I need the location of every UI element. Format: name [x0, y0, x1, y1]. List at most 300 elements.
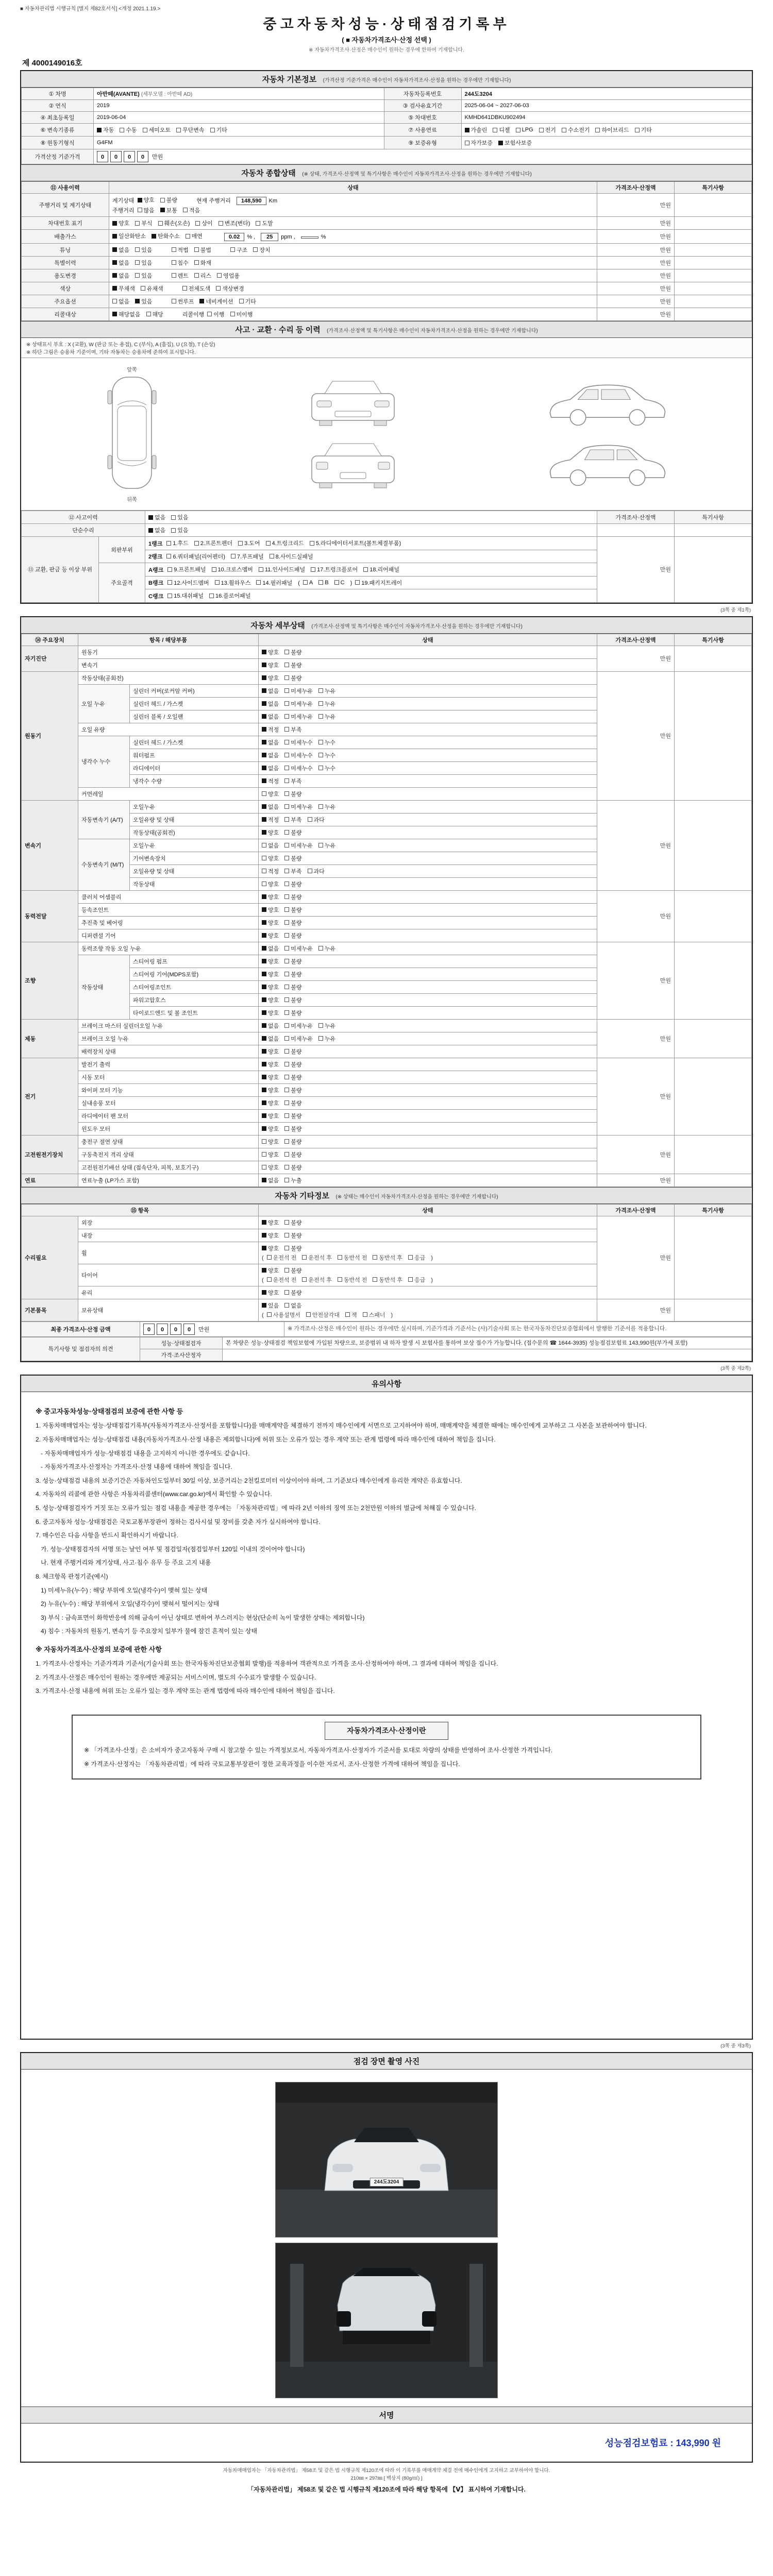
- checkbox-불량[interactable]: [284, 830, 289, 835]
- option-전기: [539, 126, 556, 134]
- checkbox-운전석 후[interactable]: [302, 1255, 307, 1260]
- checkbox-LPG[interactable]: [516, 128, 520, 132]
- checkbox-미세누유[interactable]: [284, 688, 289, 693]
- option-label: 누유: [324, 714, 336, 720]
- checkbox-A[interactable]: [303, 580, 308, 585]
- checkbox-3.도어[interactable]: [238, 541, 243, 546]
- option-없음: [262, 687, 279, 695]
- checkbox-침수[interactable]: [172, 260, 176, 265]
- checkbox-무단변속[interactable]: [176, 128, 181, 132]
- checkbox-없음[interactable]: [112, 273, 117, 278]
- token-line: [112, 297, 594, 306]
- checkbox-과다[interactable]: [308, 869, 312, 873]
- checkbox-없음[interactable]: [262, 753, 266, 757]
- checkbox-미세누유[interactable]: [284, 804, 289, 809]
- state-cell: [259, 1006, 597, 1019]
- checkbox-있음[interactable]: [135, 260, 140, 265]
- etc-header-item: ⑮ 항목: [22, 1204, 259, 1216]
- checkbox-없음[interactable]: [262, 1036, 266, 1041]
- checkbox-불량[interactable]: [284, 1139, 289, 1144]
- checkbox-부족[interactable]: [284, 727, 289, 732]
- checkbox-양호[interactable]: [262, 1152, 266, 1157]
- checkbox-양호[interactable]: [262, 1139, 266, 1144]
- checkbox-불량[interactable]: [284, 1233, 289, 1238]
- checkbox-불량[interactable]: [284, 1075, 289, 1079]
- checkbox-화재[interactable]: [194, 260, 199, 265]
- checkbox-없음[interactable]: [262, 740, 266, 744]
- option-label: 불량: [291, 675, 302, 682]
- option-장치: [253, 246, 270, 254]
- checkbox-없음[interactable]: [262, 843, 266, 848]
- checkbox-기타[interactable]: [210, 128, 215, 132]
- section-title-overall: 자동차 종합상태: [241, 169, 296, 178]
- checkbox-누유[interactable]: [318, 714, 323, 719]
- checkbox-보험사보증[interactable]: [498, 141, 503, 145]
- notes-paragraph: - 자동차매매업자가 성능·상태점검 내용을 고지하지 아니한 경우에도 같습니다.: [36, 1449, 250, 1457]
- checkbox-불량[interactable]: [284, 894, 289, 899]
- checkbox-C[interactable]: [334, 580, 339, 585]
- checkbox-자동[interactable]: [97, 128, 102, 132]
- checkbox-불량[interactable]: [284, 1290, 289, 1295]
- option-label: 누유: [324, 945, 336, 952]
- checkbox-7.루프패널[interactable]: [231, 554, 236, 558]
- checkbox-기타[interactable]: [635, 128, 640, 132]
- checkbox-양호[interactable]: [262, 1088, 266, 1092]
- checkbox-전체도색[interactable]: [182, 286, 187, 291]
- checkbox-있음[interactable]: [171, 528, 176, 533]
- option-label: 없음: [119, 260, 130, 266]
- checkbox-B[interactable]: [318, 580, 323, 585]
- checkbox-응급[interactable]: [408, 1277, 413, 1282]
- checkbox-불량[interactable]: [284, 907, 289, 912]
- checkbox-수동[interactable]: [120, 128, 124, 132]
- option-적정: [262, 816, 279, 824]
- checkbox-미이행[interactable]: [230, 312, 235, 316]
- checkbox-동반석 후[interactable]: [373, 1277, 377, 1282]
- checkbox-누출[interactable]: [284, 1178, 289, 1182]
- checkbox-해당[interactable]: [146, 312, 151, 316]
- checkbox-양호[interactable]: [262, 1100, 266, 1105]
- checkbox-양호[interactable]: [262, 675, 266, 680]
- checkbox-19.패키지트레이[interactable]: [355, 580, 360, 585]
- checkbox-구조[interactable]: [230, 247, 235, 252]
- checkbox-불량[interactable]: [284, 959, 289, 963]
- option-label: 불량: [291, 1010, 302, 1016]
- checkbox-양호[interactable]: [262, 1010, 266, 1015]
- checkbox-양호[interactable]: [262, 1062, 266, 1066]
- notes-heading: ※ 중고자동차성능·상태점검의 보증에 관한 사항 등: [36, 1408, 183, 1415]
- checkbox-적정[interactable]: [262, 817, 266, 822]
- checkbox-13.휠하우스[interactable]: [215, 580, 220, 585]
- price-digit: 0: [124, 151, 135, 162]
- checkbox-불량[interactable]: [284, 985, 289, 989]
- checkbox-매연[interactable]: [186, 234, 190, 239]
- state-cell: [109, 230, 597, 244]
- checkbox-스패너[interactable]: [363, 1312, 367, 1317]
- checkbox-10.크로스멤버[interactable]: [212, 567, 216, 572]
- token-line: [148, 513, 594, 522]
- checkbox-미세누수[interactable]: [284, 740, 289, 744]
- checkbox-불량[interactable]: [284, 1113, 289, 1118]
- checkbox-무채색[interactable]: [112, 286, 117, 291]
- checkbox-양호[interactable]: [112, 221, 117, 226]
- checkbox-적정[interactable]: [262, 727, 266, 732]
- checkbox-양호[interactable]: [262, 1246, 266, 1250]
- car-name: 아반떼(AVANTE): [97, 91, 140, 97]
- option-label: 동반석 전: [343, 1277, 367, 1283]
- checkbox-불량[interactable]: [284, 920, 289, 925]
- checkbox-리스[interactable]: [194, 273, 199, 278]
- option-label: 상이: [201, 221, 213, 227]
- token-line: [262, 673, 594, 683]
- option-label: 불량: [291, 1290, 302, 1296]
- checkbox-6.쿼터패널(리어펜더)[interactable]: [166, 554, 171, 558]
- car-rear-view-icon: [304, 436, 402, 492]
- checkbox-불량[interactable]: [284, 1246, 289, 1250]
- checkbox-세미오토[interactable]: [143, 128, 147, 132]
- checkbox-하이브리드[interactable]: [595, 128, 600, 132]
- checkbox-양호[interactable]: [262, 972, 266, 976]
- checkbox-불량[interactable]: [284, 1152, 289, 1157]
- state-cell: [259, 1032, 597, 1045]
- checkbox-누수[interactable]: [318, 766, 323, 770]
- checkbox-2.프론트펜더[interactable]: [194, 541, 199, 546]
- checkbox-과다[interactable]: [308, 817, 312, 822]
- checkbox-운전석 전[interactable]: [267, 1277, 272, 1282]
- checkbox-불량[interactable]: [284, 1049, 289, 1054]
- checkbox-누수[interactable]: [318, 740, 323, 744]
- checkbox-동반석 전[interactable]: [338, 1255, 342, 1260]
- checkbox-미세누유[interactable]: [284, 1023, 289, 1028]
- checkbox-5.라디에이터서포트(볼트체결부품)[interactable]: [310, 541, 314, 546]
- checkbox-불량[interactable]: [284, 933, 289, 938]
- item-label: 고전원전기배선 상태 (접속단자, 피복, 보호기구): [78, 1161, 259, 1174]
- checkbox-15.대쉬패널[interactable]: [167, 594, 172, 598]
- token-line: [112, 258, 594, 267]
- checkbox-양호[interactable]: [262, 959, 266, 963]
- token-line: [465, 125, 749, 134]
- checkbox-렌트[interactable]: [172, 273, 176, 278]
- token-line: [262, 1301, 594, 1310]
- token-line: [112, 245, 594, 255]
- reg-no-label: 자동차등록번호: [384, 88, 461, 100]
- checkbox-양호[interactable]: [262, 856, 266, 860]
- checkbox-적정[interactable]: [262, 869, 266, 873]
- checkbox-17.트렁크플로어[interactable]: [311, 567, 315, 572]
- option-많음: [138, 206, 155, 214]
- checkbox-불량[interactable]: [284, 1165, 289, 1170]
- checkbox-변조(변타)[interactable]: [219, 221, 223, 226]
- checkbox-불량[interactable]: [284, 1088, 289, 1092]
- token-line: [262, 879, 594, 889]
- section-note-detail: (가격조사·산정액 및 특기사항은 매수인이 자동차가격조사·산정을 원하는 경우에만 기재합니다): [311, 623, 523, 630]
- checkbox-양호[interactable]: [262, 920, 266, 925]
- option-label: 불량: [291, 855, 302, 862]
- checkbox-불법[interactable]: [194, 247, 199, 252]
- checkbox-색상변경[interactable]: [216, 286, 221, 291]
- option-label: 매연: [191, 233, 203, 240]
- state-cell: [109, 217, 597, 230]
- checkbox-보통[interactable]: [160, 208, 165, 212]
- option-없음: [148, 526, 165, 534]
- checkbox-불량[interactable]: [284, 972, 289, 976]
- checkbox-불량[interactable]: [284, 650, 289, 654]
- checkbox-9.프론트패널[interactable]: [167, 567, 172, 572]
- option-양호: [262, 983, 279, 991]
- note-cell: [675, 308, 752, 321]
- item-label: 디퍼렌셜 기어: [78, 929, 259, 942]
- token-line: [262, 995, 594, 1005]
- checkbox-불량[interactable]: [284, 1268, 289, 1273]
- checkbox-해당없음[interactable]: [112, 312, 117, 316]
- item-label: 변속기: [78, 658, 259, 671]
- checkbox-있음[interactable]: [135, 273, 140, 278]
- item-label: 내장: [78, 1229, 259, 1242]
- checkbox-미세누유[interactable]: [284, 701, 289, 706]
- option-불량: [284, 919, 301, 927]
- checkbox-미세누수[interactable]: [284, 766, 289, 770]
- checkbox-영업용[interactable]: [217, 273, 222, 278]
- checkbox-동반석 후[interactable]: [373, 1255, 377, 1260]
- checkbox-적음[interactable]: [183, 208, 188, 212]
- state-cell: [259, 877, 597, 890]
- license-plate: 244도3204: [370, 2178, 404, 2187]
- device-row: [22, 1174, 752, 1187]
- option-불량: [284, 1150, 301, 1159]
- checkbox-없음[interactable]: [262, 1023, 266, 1028]
- token-line: [148, 526, 594, 535]
- checkbox-양호[interactable]: [262, 650, 266, 654]
- checkbox-불량[interactable]: [284, 1062, 289, 1066]
- checkbox-불량[interactable]: [284, 675, 289, 680]
- rank-name: 1랭크: [148, 540, 163, 547]
- checkbox-누유[interactable]: [318, 946, 323, 951]
- checkbox-없음[interactable]: [262, 766, 266, 770]
- checkbox-양호[interactable]: [262, 1126, 266, 1131]
- checkbox-있음[interactable]: [135, 299, 140, 303]
- checkbox-디젤[interactable]: [493, 128, 497, 132]
- checkbox-11.인사이드패널[interactable]: [259, 567, 263, 572]
- option-운전석 후: [302, 1253, 332, 1262]
- price-cell: 만원: [597, 1174, 675, 1187]
- checkbox-양호[interactable]: [262, 1268, 266, 1273]
- checkbox-양호[interactable]: [262, 985, 266, 989]
- checkbox-없음[interactable]: [262, 701, 266, 706]
- option-label: 색상변경: [222, 285, 244, 292]
- checkbox-양호[interactable]: [262, 907, 266, 912]
- checkbox-일산화탄소[interactable]: [112, 234, 117, 239]
- item-label: 기어변속장치: [130, 852, 259, 865]
- state-cell: [259, 942, 597, 955]
- option-기타: [239, 297, 256, 306]
- accident-history-row: [22, 511, 752, 524]
- checkbox-불량[interactable]: [284, 663, 289, 667]
- checkbox-있음[interactable]: [135, 247, 140, 252]
- checkbox-이행[interactable]: [207, 312, 212, 316]
- checkbox-부족[interactable]: [284, 778, 289, 783]
- checkbox-없음[interactable]: [112, 299, 117, 303]
- checkbox-4.트렁크리드[interactable]: [266, 541, 271, 546]
- price-cell: [597, 524, 675, 537]
- subgroup-label: 수동변속기 (M/T): [78, 839, 130, 890]
- checkbox-양호[interactable]: [262, 1220, 266, 1225]
- checkbox-불량[interactable]: [284, 997, 289, 1002]
- checkbox-누수[interactable]: [318, 753, 323, 757]
- checkbox-수소전기[interactable]: [562, 128, 566, 132]
- checkbox-미세누유[interactable]: [284, 946, 289, 951]
- checkbox-양호[interactable]: [262, 1113, 266, 1118]
- checkbox-미세누유[interactable]: [284, 843, 289, 848]
- checkbox-누유[interactable]: [318, 843, 323, 848]
- state-cell: [259, 697, 597, 710]
- checkbox-16.플로어패널[interactable]: [209, 594, 214, 598]
- checkbox-누유[interactable]: [318, 701, 323, 706]
- row-label: 차대번호 표기: [22, 217, 109, 230]
- checkbox-잭[interactable]: [345, 1312, 350, 1317]
- note-header: 특기사항: [675, 511, 752, 524]
- checkbox-가솔린[interactable]: [465, 128, 469, 132]
- checkbox-불량[interactable]: [160, 198, 165, 202]
- option-있음: [135, 272, 152, 280]
- checkbox-불량[interactable]: [284, 882, 289, 886]
- checkbox-양호[interactable]: [262, 1165, 266, 1170]
- checkbox-상이[interactable]: [195, 221, 200, 226]
- checkbox-미세누수[interactable]: [284, 753, 289, 757]
- option-운전석 전: [267, 1276, 297, 1284]
- checkbox-네비게이션[interactable]: [199, 299, 204, 303]
- checkbox-14.필러패널[interactable]: [256, 580, 261, 585]
- state-cell: [259, 1109, 597, 1122]
- checkbox-양호[interactable]: [138, 198, 142, 202]
- checkbox-양호[interactable]: [262, 894, 266, 899]
- checkbox-불량[interactable]: [284, 791, 289, 796]
- checkbox-부식[interactable]: [135, 221, 140, 226]
- checkbox-없음[interactable]: [262, 1178, 266, 1182]
- checkbox-없음[interactable]: [148, 515, 153, 520]
- option-이행: [207, 310, 224, 318]
- checkbox-전기[interactable]: [539, 128, 544, 132]
- checkbox-적정[interactable]: [262, 778, 266, 783]
- checkbox-훼손(오손)[interactable]: [158, 221, 163, 226]
- checkbox-도말[interactable]: [256, 221, 260, 226]
- checkbox-양호[interactable]: [262, 997, 266, 1002]
- checkbox-불량[interactable]: [284, 1126, 289, 1131]
- option-label: 없음: [268, 1177, 279, 1184]
- checkbox-18.리어패널[interactable]: [363, 567, 368, 572]
- checkbox-사용설명서[interactable]: [267, 1312, 272, 1317]
- checkbox-양호[interactable]: [262, 933, 266, 938]
- item-label: 라디에이터: [130, 761, 259, 774]
- item-label: 동력조향 작동 오일 누유: [78, 942, 259, 955]
- option-구조: [230, 246, 247, 254]
- checkbox-없음[interactable]: [284, 1303, 289, 1308]
- checkbox-미세누유[interactable]: [284, 714, 289, 719]
- price-cell: 만원: [597, 230, 675, 244]
- checkbox-양호[interactable]: [262, 1290, 266, 1295]
- checkbox-양호[interactable]: [262, 663, 266, 667]
- option-label: 과다: [313, 817, 325, 823]
- checkbox-운전석 전[interactable]: [267, 1255, 272, 1260]
- checkbox-탄화수소[interactable]: [152, 234, 156, 239]
- checkbox-없음[interactable]: [112, 260, 117, 265]
- checkbox-운전석 후[interactable]: [302, 1277, 307, 1282]
- token-line: [262, 789, 594, 799]
- checkbox-없음[interactable]: [112, 247, 117, 252]
- option-label: 양호: [268, 855, 279, 862]
- checkbox-없음[interactable]: [262, 714, 266, 719]
- option-label: 보험사보증: [505, 140, 532, 146]
- option-label: 7.루프패널: [237, 553, 264, 560]
- checkbox-있음[interactable]: [262, 1303, 266, 1308]
- option-label: 양호: [268, 907, 279, 913]
- checkbox-양호[interactable]: [262, 1049, 266, 1054]
- checkbox-12.사이드멤버[interactable]: [167, 580, 172, 585]
- subgroup-label: 작동상태: [78, 955, 130, 1019]
- checkbox-있음[interactable]: [171, 515, 176, 520]
- checkbox-부족[interactable]: [284, 817, 289, 822]
- checkbox-1.후드[interactable]: [166, 541, 171, 546]
- option-없음: [262, 700, 279, 708]
- checkbox-불량[interactable]: [284, 1220, 289, 1225]
- checkbox-응급[interactable]: [408, 1255, 413, 1260]
- checkbox-누유[interactable]: [318, 804, 323, 809]
- checkbox-누유[interactable]: [318, 1023, 323, 1028]
- checkbox-적법[interactable]: [172, 247, 176, 252]
- checkbox-양호[interactable]: [262, 1233, 266, 1238]
- note-cell: [675, 1019, 752, 1058]
- checkbox-없음[interactable]: [262, 688, 266, 693]
- checkbox-썬루프[interactable]: [172, 299, 176, 303]
- checkbox-양호[interactable]: [262, 791, 266, 796]
- checkbox-없음[interactable]: [148, 528, 153, 533]
- overall-header-note: 특기사항: [675, 182, 752, 194]
- option-있음: [171, 513, 188, 521]
- checkbox-미세누유[interactable]: [284, 1036, 289, 1041]
- checkbox-동반석 전[interactable]: [338, 1277, 342, 1282]
- checkbox-안전삼각대[interactable]: [306, 1312, 311, 1317]
- checkbox-양호[interactable]: [262, 830, 266, 835]
- checkbox-양호[interactable]: [262, 882, 266, 886]
- checkbox-불량[interactable]: [284, 1010, 289, 1015]
- checkbox-유채색[interactable]: [141, 286, 145, 291]
- checkbox-누유[interactable]: [318, 688, 323, 693]
- note-cell: [675, 282, 752, 295]
- option-label: 없음: [268, 945, 279, 952]
- option-label: 양호: [268, 971, 279, 978]
- option-label: 미세누수: [291, 765, 313, 772]
- checkbox-8.사이드실패널[interactable]: [270, 554, 274, 558]
- checkbox-없음[interactable]: [262, 946, 266, 951]
- checkbox-없음[interactable]: [262, 804, 266, 809]
- checkbox-부족[interactable]: [284, 869, 289, 873]
- year-value: 2019: [94, 100, 384, 112]
- option-양호: [262, 1150, 279, 1159]
- checkbox-누유[interactable]: [318, 1036, 323, 1041]
- option-label: 양호: [268, 1139, 279, 1145]
- token-line: [112, 206, 594, 215]
- checkbox-자가보증[interactable]: [465, 141, 469, 145]
- exchange-label: ⑬ 교환, 판금 등 이상 부위: [22, 537, 99, 603]
- checkbox-장치[interactable]: [253, 247, 258, 252]
- option-양호: [262, 828, 279, 837]
- checkbox-불량[interactable]: [284, 1100, 289, 1105]
- option-누유: [318, 1022, 335, 1030]
- checkbox-불량[interactable]: [284, 856, 289, 860]
- option-양호: [262, 919, 279, 927]
- checkbox-기타[interactable]: [239, 299, 244, 303]
- checkbox-양호[interactable]: [262, 1075, 266, 1079]
- checkbox-많음[interactable]: [138, 208, 142, 212]
